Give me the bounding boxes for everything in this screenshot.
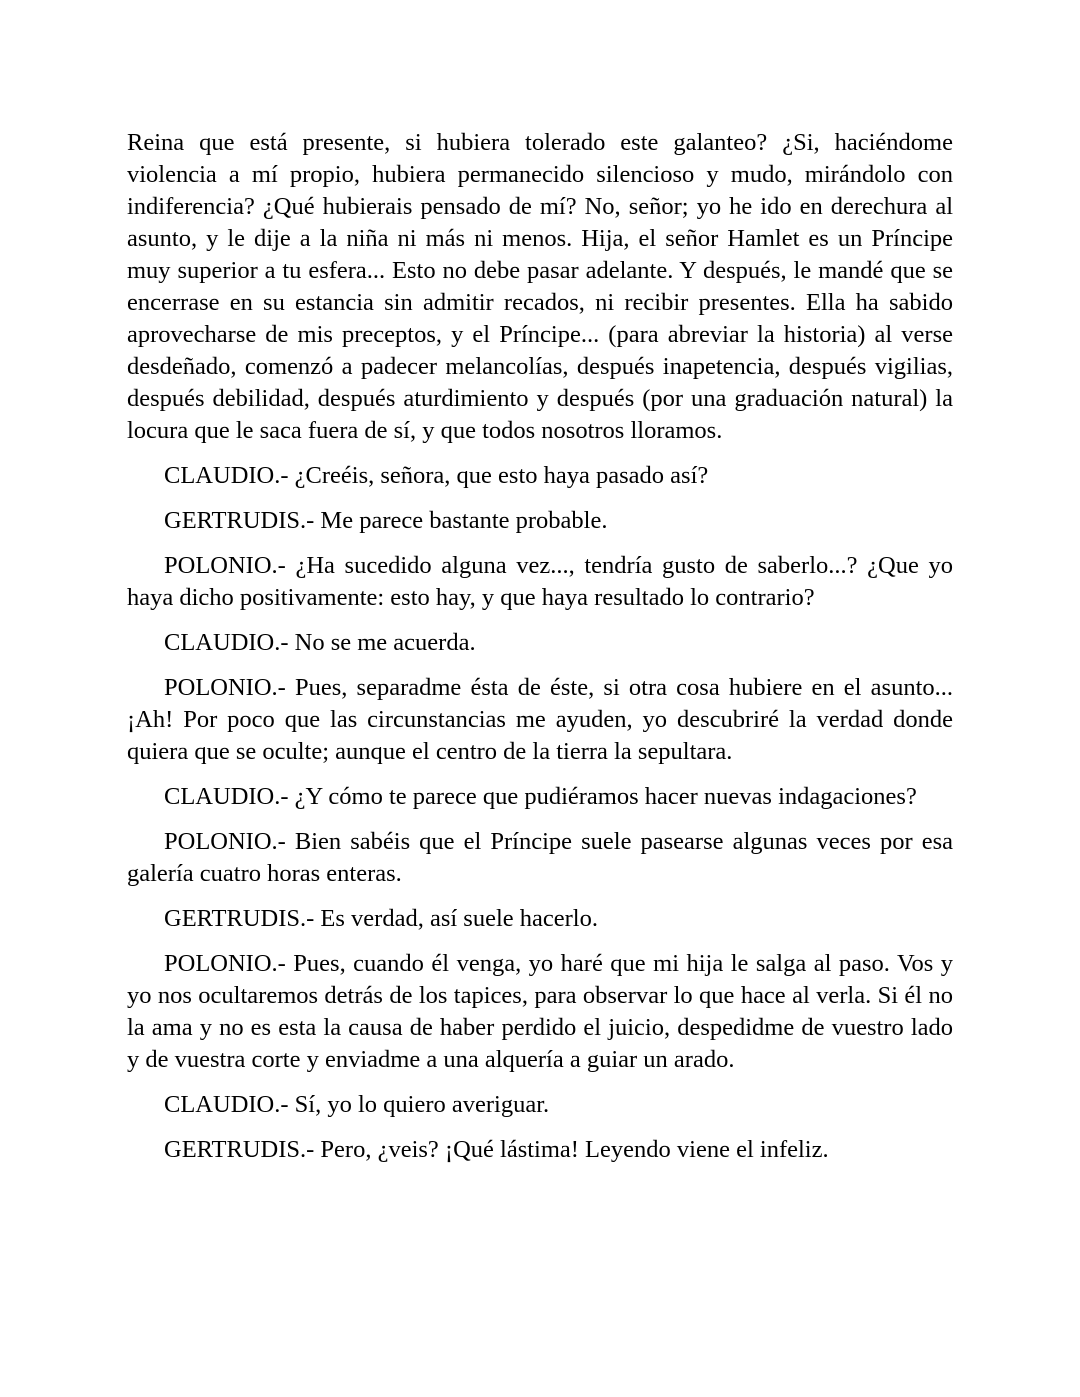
paragraph-claudio-4: CLAUDIO.- Sí, yo lo quiero averiguar. bbox=[164, 1091, 550, 1118]
paragraph-gertrudis-2: GERTRUDIS.- Es verdad, así suele hacerlo. bbox=[164, 905, 598, 932]
document-page bbox=[127, 127, 953, 1179]
paragraph-polonio-2: POLONIO.- Pues, separadme ésta de éste, si otra cosa hubiere en el asunto... ¡Ah! Por poco que las circunstancias me ayuden, yo descubriré la verdad donde quiera que se oculte; aunque el centro de la tierra la sepultara. bbox=[127, 674, 953, 765]
paragraph-gertrudis-1: GERTRUDIS.- Me parece bastante probable. bbox=[164, 507, 608, 534]
paragraph-gertrudis-3: GERTRUDIS.- Pero, ¿veis? ¡Qué lástima! Leyendo viene el infeliz. bbox=[164, 1136, 829, 1163]
paragraph-polonio-continuation: Reina que está presente, si hubiera tolerado este galanteo? ¿Si, haciéndome violencia a mí propio, hubiera permanecido silencioso y mudo, mirándolo con indiferencia? ¿Qué hubierais pensado de mí? No, señor; yo he ido en derechura al asunto, y le dije a la niña ni más ni menos. Hija, el señor Hamlet es un Príncipe muy superior a tu esfera... Esto no debe pasar adelante. Y después, le mandé que se encerrase en su estancia sin admitir recados, ni recibir presentes. Ella ha sabido aprovecharse de mis preceptos, y el Príncipe... (para abreviar la historia) al verse desdeñado, comenzó a padecer melancolías, después inapetencia, después vigilias, después debilidad, después aturdimiento y después (por una graduación natural) la locura que le saca fuera de sí, y que todos nosotros lloramos. bbox=[127, 129, 953, 444]
paragraph-claudio-3: CLAUDIO.- ¿Y cómo te parece que pudiéramos hacer nuevas indagaciones? bbox=[164, 783, 917, 810]
paragraph-claudio-1: CLAUDIO.- ¿Creéis, señora, que esto haya pasado así? bbox=[164, 462, 709, 489]
paragraph-polonio-1: POLONIO.- ¿Ha sucedido alguna vez..., tendría gusto de saberlo...? ¿Que yo haya dicho positivamente: esto hay, y que haya resultado lo contrario? bbox=[127, 552, 953, 611]
paragraph-claudio-2: CLAUDIO.- No se me acuerda. bbox=[164, 629, 476, 656]
paragraph-polonio-3: POLONIO.- Bien sabéis que el Príncipe suele pasearse algunas veces por esa galería cuatro horas enteras. bbox=[127, 828, 953, 887]
paragraph-polonio-4: POLONIO.- Pues, cuando él venga, yo haré que mi hija le salga al paso. Vos y yo nos ocultaremos detrás de los tapices, para observar lo que hace al verla. Si él no la ama y no es esta la causa de haber perdido el juicio, despedidme de vuestro lado y de vuestra corte y enviadme a una alquería a guiar un arado. bbox=[127, 950, 953, 1073]
